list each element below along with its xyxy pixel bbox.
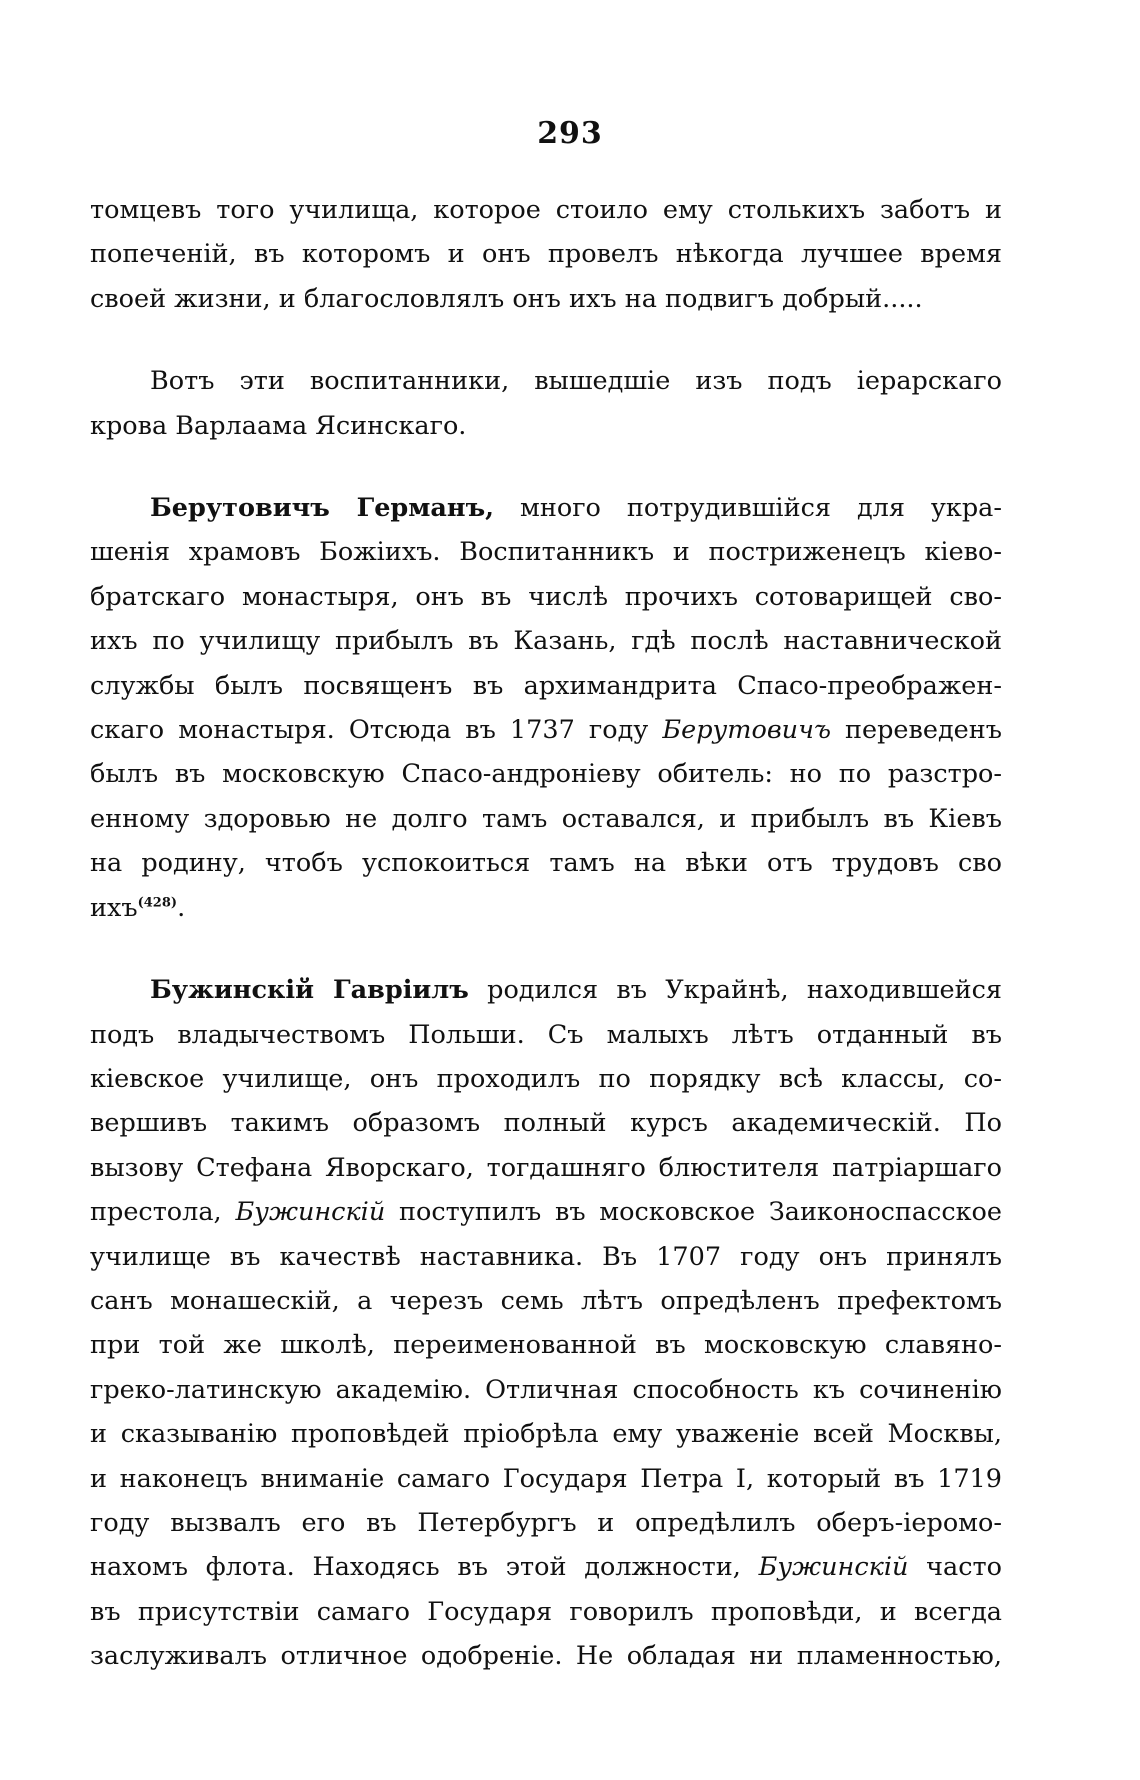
entry-berutovich: [90, 486, 1002, 930]
text-line: братскаго монастыря, онъ въ числѣ прочихъ сотоварищей сво-: [90, 581, 1002, 612]
text-span: поступилъ въ московское Заиконоспасское: [385, 1197, 1002, 1228]
page-number: 293: [537, 116, 603, 151]
text-line: [90, 886, 1002, 930]
page-body: [90, 188, 1002, 1679]
entry-name: Берутовичъ Германъ,: [150, 493, 495, 524]
text-line: [90, 968, 1002, 1012]
text-line: Вотъ эти воспитанники, вышедшіе изъ подъ іерарскаго: [150, 366, 1002, 397]
text-span: .: [177, 892, 186, 923]
paragraph-intro: [90, 359, 1002, 448]
text-span: переведенъ: [830, 715, 1002, 746]
italic-name: Бужинскій: [235, 1197, 386, 1228]
text-line: въ присутствіи самаго Государя говорилъ проповѣди, и всегда: [90, 1596, 1002, 1627]
text-span: ихъ: [90, 892, 138, 923]
text-line: шенія храмовъ Божіихъ. Воспитанникъ и постриженецъ кіево-: [90, 537, 1002, 568]
text-line: году вызвалъ его въ Петербургъ и опредѣлилъ оберъ-іеромо-: [90, 1507, 1002, 1538]
text-line: и сказыванію проповѣдей пріобрѣла ему уваженіе всей Москвы,: [90, 1419, 1002, 1450]
paragraph-continuation: [90, 188, 1002, 321]
text-line: томцевъ того училища, которое стоило ему столькихъ заботъ и: [90, 195, 1002, 225]
text-line: [90, 708, 1002, 752]
text-line: ихъ по училищу прибылъ въ Казань, гдѣ послѣ наставнической: [90, 626, 1002, 657]
text-line: енному здоровью не долго тамъ оставался, и прибылъ въ Кіевъ: [90, 803, 1002, 834]
text-line: на родину, чтобъ успокоиться тамъ на вѣки отъ трудовъ сво: [90, 848, 1002, 879]
text-line: своей жизни, и благословлялъ онъ ихъ на подвигъ добрый.....: [90, 283, 923, 314]
text-line: попеченій, въ которомъ и онъ провелъ нѣкогда лучшее время: [90, 239, 1002, 270]
text-line: и наконецъ вниманіе самаго Государя Петра I, который въ 1719: [90, 1463, 1002, 1494]
text-line: службы былъ посвященъ въ архимандрита Спасо-преображен-: [90, 670, 1002, 701]
text-span: скаго монастыря. Отсюда въ 1737 году: [90, 715, 663, 746]
text-line: заслуживалъ отличное одобреніе. Не обладая ни пламенностью,: [90, 1641, 1002, 1672]
text-line: греко-латинскую академію. Отличная способность къ сочиненію: [90, 1374, 1002, 1405]
text-span: много потрудившійся для укра-: [494, 493, 1002, 524]
text-line: [90, 1190, 1002, 1234]
text-line: вызову Стефана Яворскаго, тогдашняго блюстителя патріаршаго: [90, 1152, 1002, 1183]
text-line: при той же школѣ, переименованной въ московскую славяно-: [90, 1330, 1002, 1361]
text-span: престола,: [90, 1197, 236, 1228]
text-line: вершивъ такимъ образомъ полный курсъ академическій. По: [90, 1108, 1002, 1139]
text-line: кіевское училище, онъ проходилъ по порядку всѣ классы, со-: [90, 1063, 1002, 1094]
text-line: былъ въ московскую Спасо-андроніеву обитель: но по разстро-: [90, 759, 1002, 790]
text-span: часто: [908, 1552, 1002, 1583]
text-line: подъ владычествомъ Польши. Съ малыхъ лѣтъ отданный въ: [90, 1019, 1002, 1050]
text-line: [90, 486, 1002, 530]
text-line: санъ монашескій, а черезъ семь лѣтъ опредѣленъ префектомъ: [90, 1285, 1002, 1316]
footnote-reference: (428): [137, 895, 178, 911]
text-line: [90, 1545, 1002, 1589]
text-span: нахомъ флота. Находясь въ этой должности,: [90, 1552, 759, 1583]
entry-buzhinsky: [90, 968, 1002, 1679]
italic-name: Берутовичъ: [662, 715, 831, 746]
text-line: крова Варлаама Ясинскаго.: [90, 410, 467, 441]
text-line: училище въ качествѣ наставника. Въ 1707 году онъ принялъ: [90, 1241, 1002, 1272]
entry-name: Бужинскій Гавріилъ: [150, 975, 469, 1006]
italic-name: Бужинскій: [758, 1552, 909, 1583]
text-span: родился въ Украйнѣ, находившейся: [468, 975, 1002, 1006]
